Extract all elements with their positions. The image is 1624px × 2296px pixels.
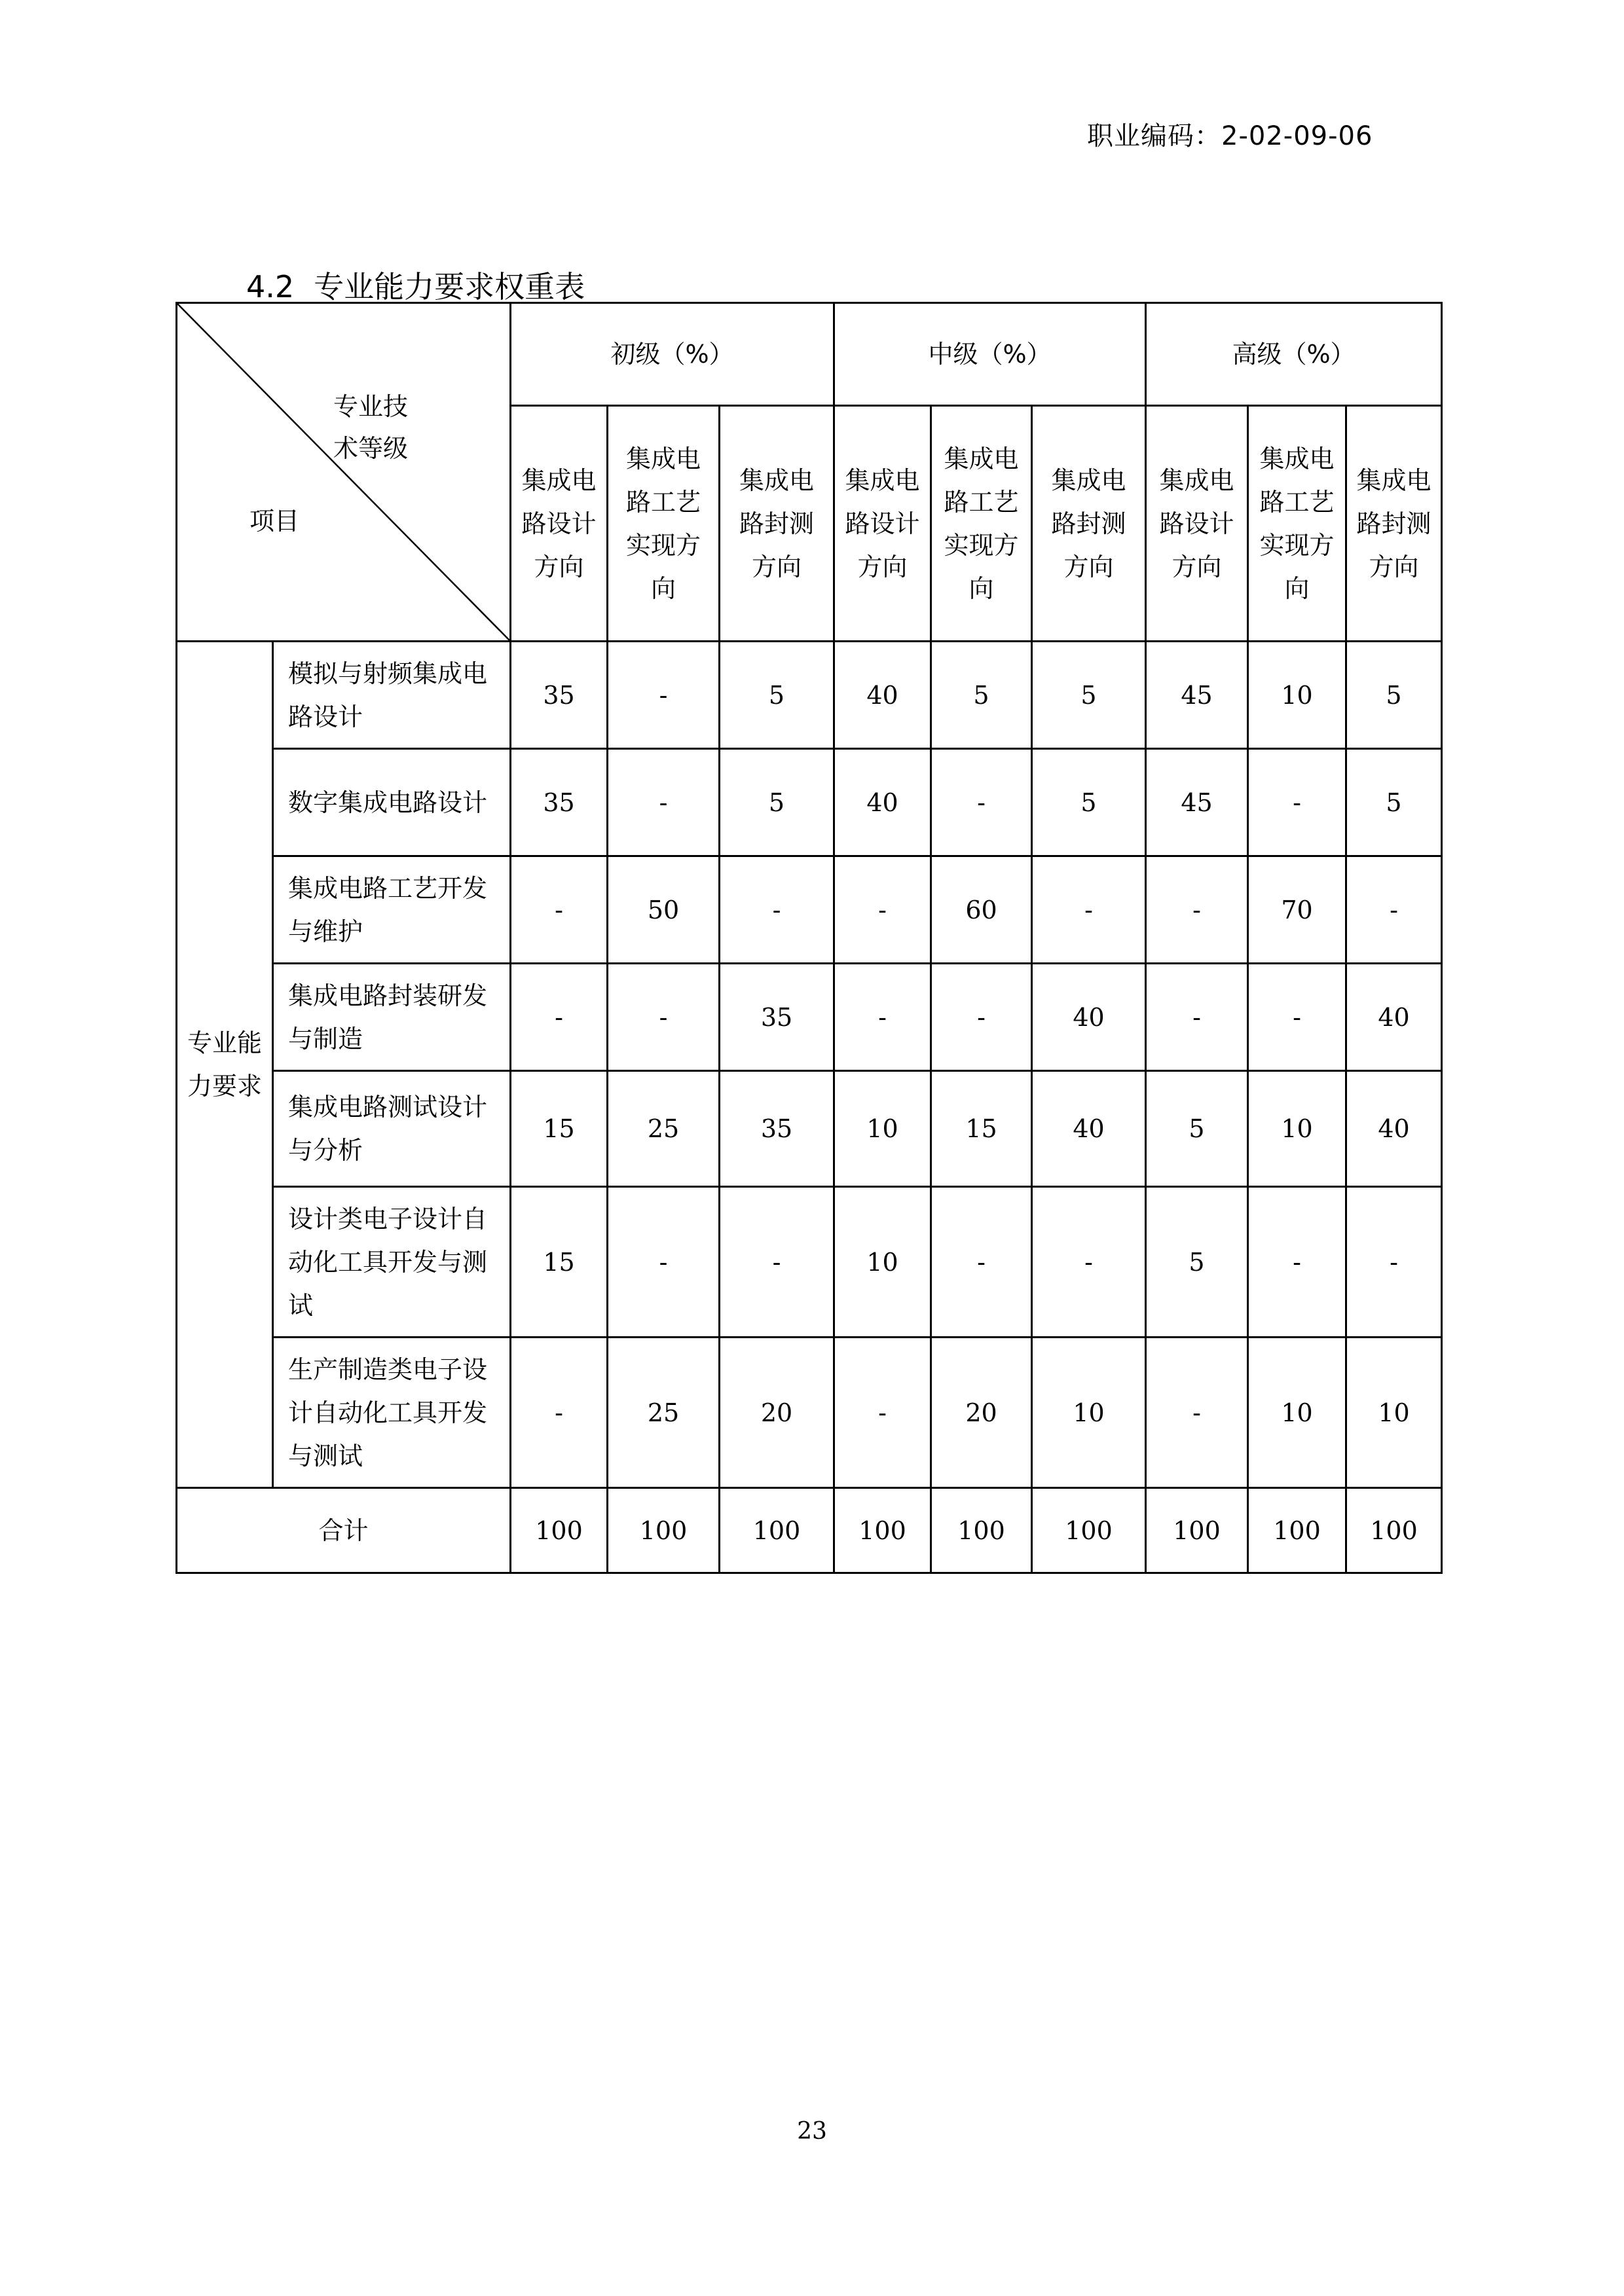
- value-cell: 25: [608, 1071, 720, 1187]
- value-cell: 15: [931, 1071, 1032, 1187]
- value-cell: 5: [720, 642, 834, 749]
- direction-header: 集成电路封测方向: [1032, 406, 1146, 642]
- value-cell: -: [1248, 1187, 1346, 1338]
- value-cell: -: [1146, 856, 1248, 964]
- value-cell: -: [931, 749, 1032, 856]
- value-cell: 5: [1032, 642, 1146, 749]
- value-cell: 10: [1248, 1071, 1346, 1187]
- value-cell: -: [511, 856, 608, 964]
- skill-level-label: 专业技术等级: [333, 392, 408, 463]
- total-value-cell: 100: [608, 1488, 720, 1573]
- value-cell: -: [1146, 964, 1248, 1071]
- value-cell: -: [511, 964, 608, 1071]
- value-cell: 35: [720, 964, 834, 1071]
- section-title-text: 专业能力要求权重表: [314, 269, 585, 304]
- value-cell: -: [834, 856, 931, 964]
- value-cell: 5: [1032, 749, 1146, 856]
- value-cell: 10: [1346, 1338, 1442, 1488]
- direction-header: 集成电路设计方向: [1146, 406, 1248, 642]
- value-cell: 10: [1032, 1338, 1146, 1488]
- value-cell: 70: [1248, 856, 1346, 964]
- value-cell: 15: [511, 1187, 608, 1338]
- value-cell: 45: [1146, 642, 1248, 749]
- direction-header: 集成电路工艺实现方向: [931, 406, 1032, 642]
- total-value-cell: 100: [931, 1488, 1032, 1573]
- item-cell: 集成电路工艺开发与维护: [273, 856, 511, 964]
- total-value-cell: 100: [1032, 1488, 1146, 1573]
- total-label: 合计: [177, 1488, 511, 1573]
- value-cell: 25: [608, 1338, 720, 1488]
- page-number: 23: [797, 2118, 827, 2145]
- table-row: [177, 1071, 1442, 1187]
- direction-header: 集成电路设计方向: [511, 406, 608, 642]
- table-row: [177, 856, 1442, 964]
- level-header-intermediate: 中级（%）: [834, 303, 1146, 406]
- item-label: 项目: [249, 507, 300, 536]
- item-cell: 集成电路测试设计与分析: [273, 1071, 511, 1187]
- value-cell: -: [608, 964, 720, 1071]
- value-cell: 45: [1146, 749, 1248, 856]
- value-cell: 20: [720, 1338, 834, 1488]
- value-cell: 40: [834, 749, 931, 856]
- value-cell: -: [1346, 1187, 1442, 1338]
- value-cell: 50: [608, 856, 720, 964]
- value-cell: -: [834, 964, 931, 1071]
- table-row: [177, 1338, 1442, 1488]
- level-header-junior: 初级（%）: [511, 303, 834, 406]
- value-cell: 5: [1346, 642, 1442, 749]
- table-row: [177, 1187, 1442, 1338]
- direction-header: 集成电路封测方向: [720, 406, 834, 642]
- direction-header: 集成电路工艺实现方向: [1248, 406, 1346, 642]
- value-cell: -: [1248, 964, 1346, 1071]
- value-cell: 15: [511, 1071, 608, 1187]
- value-cell: 10: [1248, 1338, 1346, 1488]
- total-value-cell: 100: [834, 1488, 931, 1573]
- value-cell: 40: [1032, 1071, 1146, 1187]
- value-cell: 10: [834, 1071, 931, 1187]
- section-number: 4.2: [246, 269, 295, 304]
- total-value-cell: 100: [511, 1488, 608, 1573]
- total-value-cell: 100: [720, 1488, 834, 1573]
- total-value-cell: 100: [1248, 1488, 1346, 1573]
- value-cell: -: [1346, 856, 1442, 964]
- direction-header: 集成电路封测方向: [1346, 406, 1442, 642]
- value-cell: 35: [720, 1071, 834, 1187]
- direction-header: 集成电路工艺实现方向: [608, 406, 720, 642]
- value-cell: -: [608, 1187, 720, 1338]
- value-cell: -: [1248, 749, 1346, 856]
- total-row: [177, 1488, 1442, 1573]
- value-cell: 35: [511, 642, 608, 749]
- value-cell: -: [608, 642, 720, 749]
- value-cell: -: [931, 1187, 1032, 1338]
- total-value-cell: 100: [1146, 1488, 1248, 1573]
- category-cell: 专业能力要求: [177, 642, 273, 1488]
- item-cell: 数字集成电路设计: [273, 749, 511, 856]
- item-cell: 集成电路封装研发与制造: [273, 964, 511, 1071]
- value-cell: -: [834, 1338, 931, 1488]
- table-row: [177, 642, 1442, 749]
- value-cell: 5: [931, 642, 1032, 749]
- direction-header: 集成电路设计方向: [834, 406, 931, 642]
- value-cell: 40: [1346, 964, 1442, 1071]
- weight-table: [175, 302, 1443, 1574]
- value-cell: 5: [1346, 749, 1442, 856]
- level-header-senior: 高级（%）: [1146, 303, 1442, 406]
- value-cell: 5: [1146, 1071, 1248, 1187]
- value-cell: -: [511, 1338, 608, 1488]
- item-cell: 生产制造类电子设计自动化工具开发与测试: [273, 1338, 511, 1488]
- table-row: [177, 964, 1442, 1071]
- occupation-code: 职业编码：2-02-09-06: [1087, 121, 1373, 151]
- value-cell: -: [931, 964, 1032, 1071]
- value-cell: 40: [1032, 964, 1146, 1071]
- section-heading: [246, 263, 585, 306]
- item-cell: 模拟与射频集成电路设计: [273, 642, 511, 749]
- value-cell: 10: [834, 1187, 931, 1338]
- item-cell: 设计类电子设计自动化工具开发与测试: [273, 1187, 511, 1338]
- value-cell: -: [608, 749, 720, 856]
- value-cell: 35: [511, 749, 608, 856]
- value-cell: 40: [834, 642, 931, 749]
- diagonal-line: [177, 304, 509, 640]
- value-cell: 10: [1248, 642, 1346, 749]
- total-value-cell: 100: [1346, 1488, 1442, 1573]
- value-cell: -: [1032, 1187, 1146, 1338]
- value-cell: -: [720, 1187, 834, 1338]
- value-cell: -: [720, 856, 834, 964]
- corner-header-cell: [177, 303, 511, 642]
- value-cell: -: [1146, 1338, 1248, 1488]
- value-cell: -: [1032, 856, 1146, 964]
- value-cell: 5: [1146, 1187, 1248, 1338]
- value-cell: 40: [1346, 1071, 1442, 1187]
- value-cell: 20: [931, 1338, 1032, 1488]
- table-row: [177, 749, 1442, 856]
- value-cell: 5: [720, 749, 834, 856]
- value-cell: 60: [931, 856, 1032, 964]
